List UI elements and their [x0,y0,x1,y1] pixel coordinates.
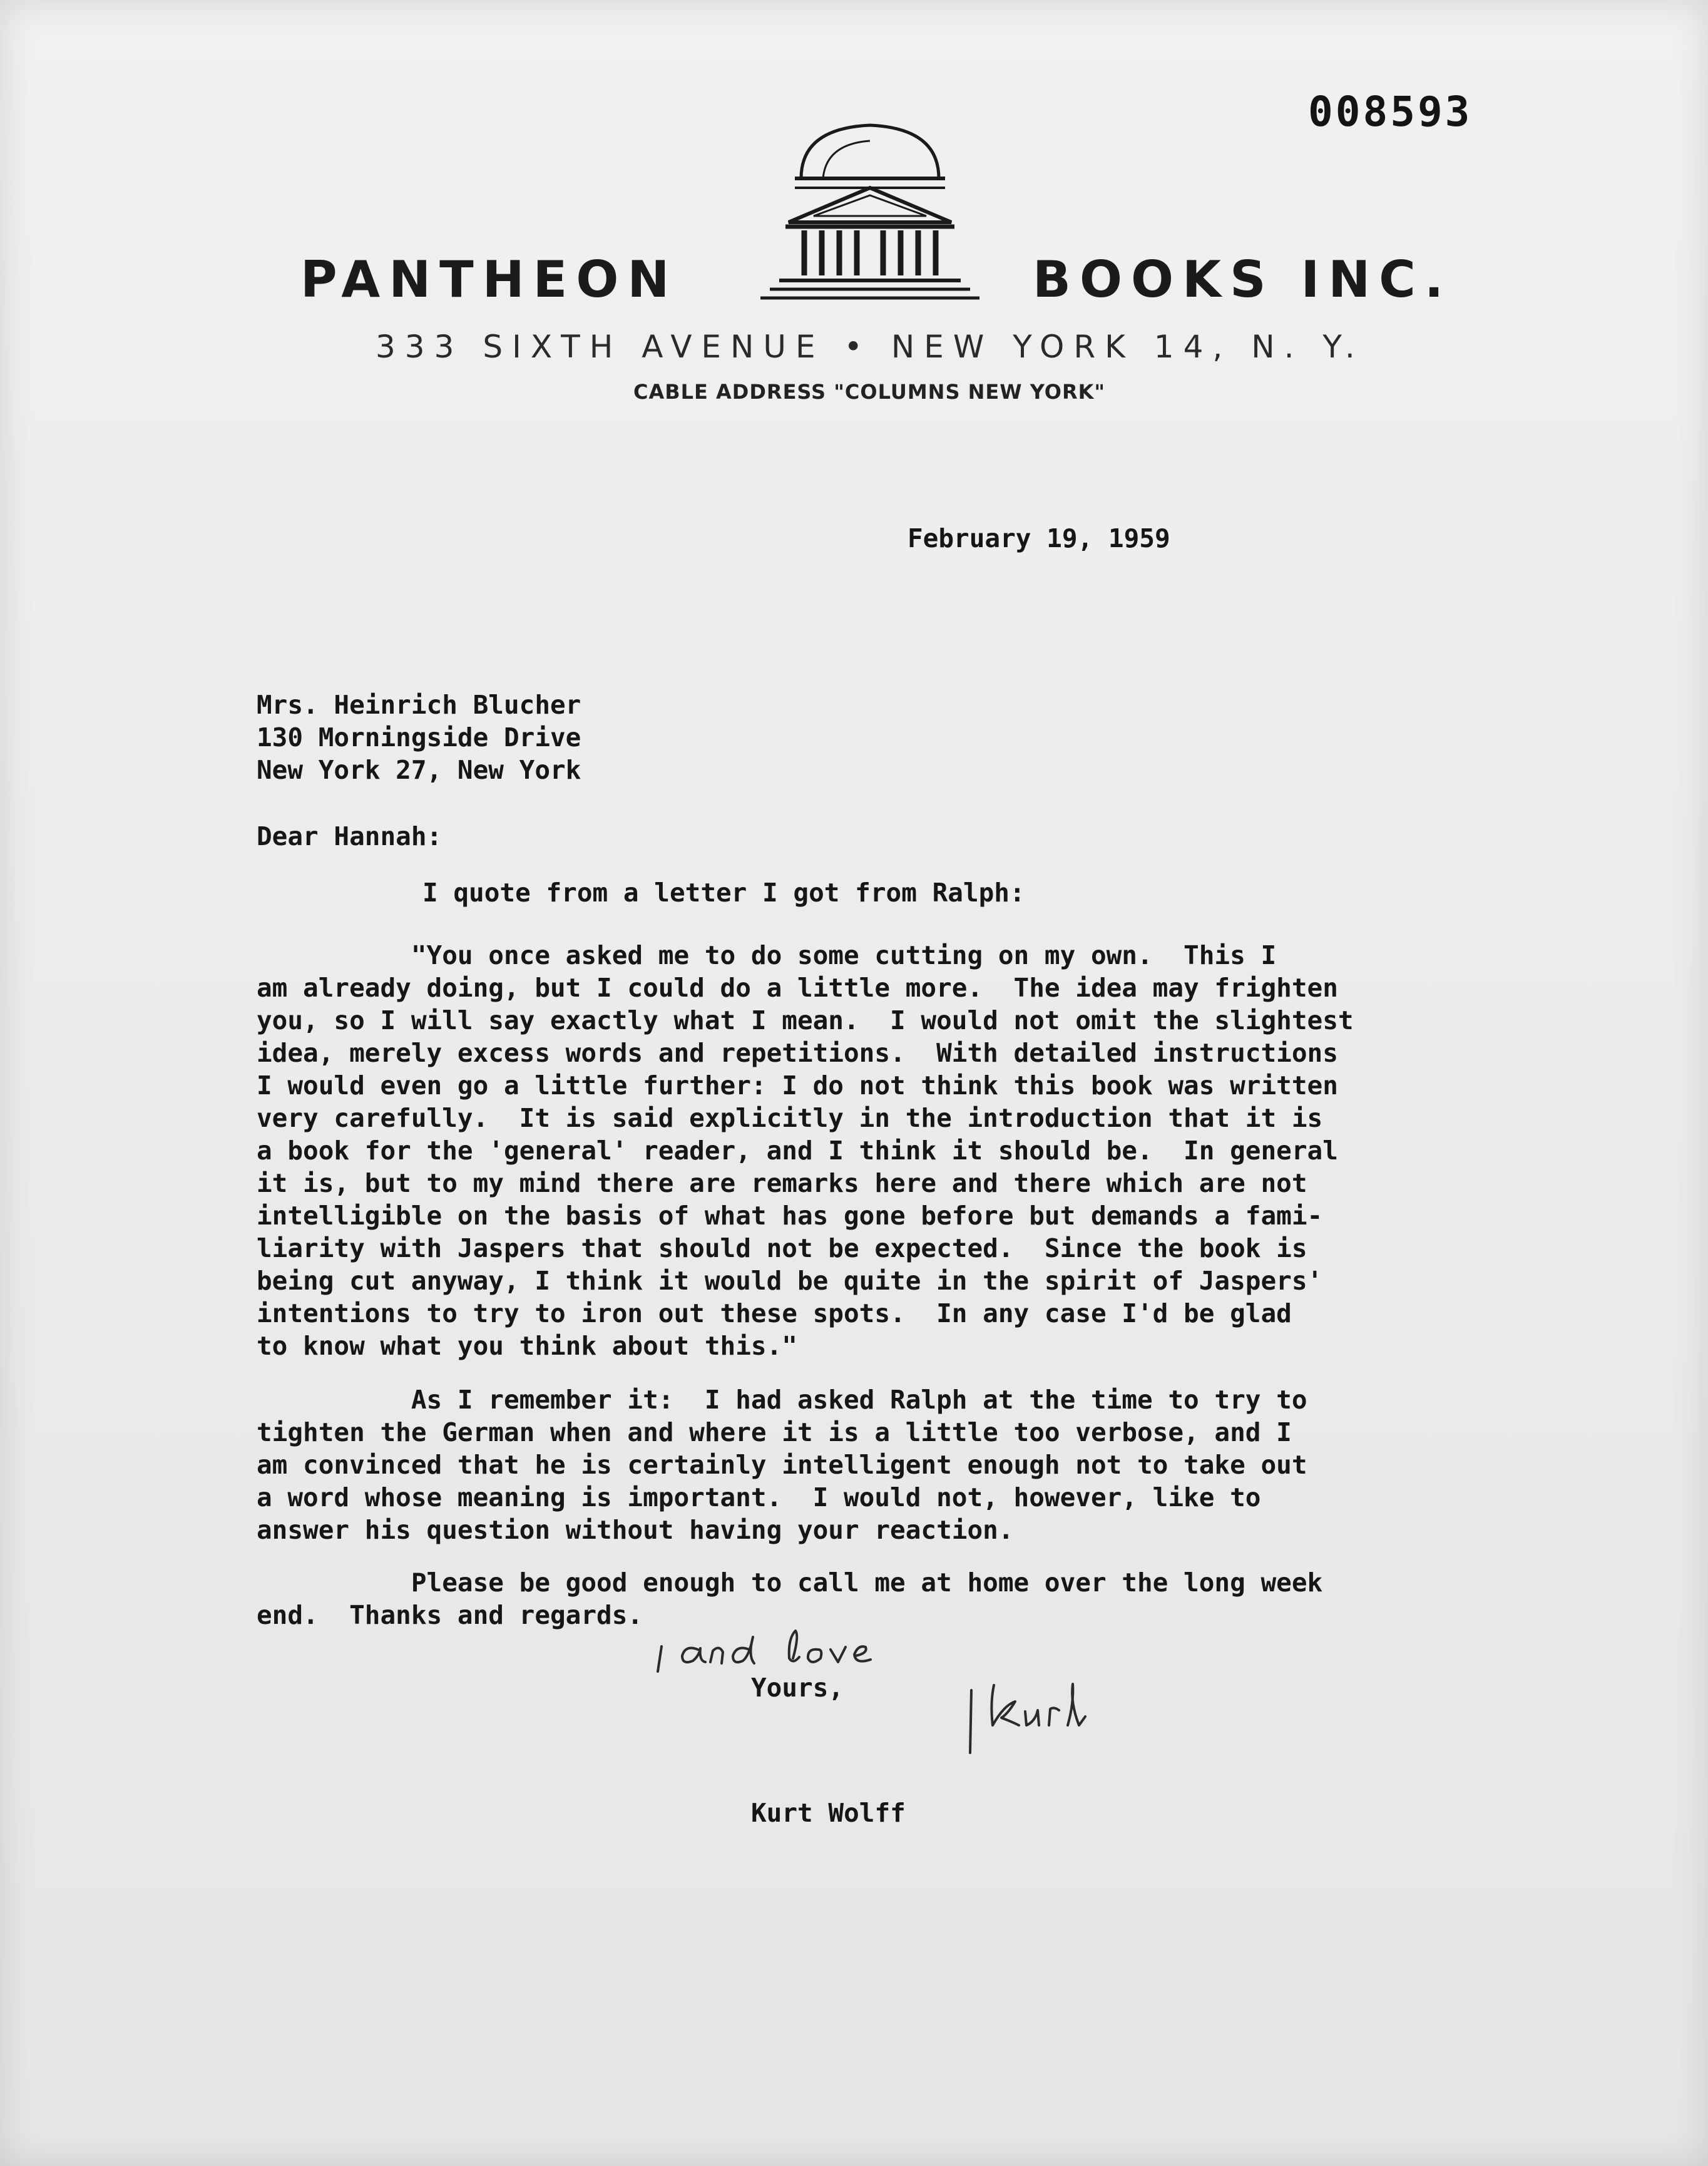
recipient-line: 130 Morningside Drive [257,722,581,752]
text-line: you, so I will say exactly what I mean. I would not omit the slightest [257,1005,1354,1035]
text-line: it is, but to my mind there are remarks here and there which are not [257,1168,1307,1198]
text-line: am already doing, but I could do a little more. The idea may frighten [257,973,1338,1003]
text-line: idea, merely excess words and repetitions. With detailed instructions [257,1038,1338,1068]
document-number: 008593 [1308,88,1473,136]
text-line: being cut anyway, I think it would be quite in the spirit of Jaspers' [257,1266,1323,1296]
text-line: "You once asked me to do some cutting on my own. This I [257,940,1277,970]
text-line: answer his question without having your reaction. [257,1515,1014,1545]
text-line: a book for the 'general' reader, and I think it should be. In general [257,1136,1338,1166]
text-line: liarity with Jaspers that should not be expected. Since the book is [257,1233,1307,1263]
salutation: Dear Hannah: [257,821,442,851]
recipient-address [257,689,581,786]
letterhead-name-left: PANTHEON [300,250,678,309]
text-line: intentions to try to iron out these spots. In any case I'd be glad [257,1298,1292,1328]
text-line: am convinced that he is certainly intelligent enough not to take out [257,1450,1307,1480]
text-line: I would even go a little further: I do not think this book was written [257,1070,1338,1101]
intro-line: I quote from a letter I got from Ralph: [422,878,1025,908]
signer-name: Kurt Wolff [751,1798,906,1828]
body-paragraph-2 [257,1383,1307,1546]
text-line: As I remember it: I had asked Ralph at the time to try to [257,1385,1307,1415]
text-line: Please be good enough to call me at home over the long week [257,1568,1323,1598]
letter-date: February 19, 1959 [908,523,1170,553]
text-line: a word whose meaning is important. I would not, however, like to [257,1482,1261,1512]
recipient-line: Mrs. Heinrich Blucher [257,690,581,720]
handwritten-and-love [654,1612,917,1681]
text-line: tighten the German when and where it is a little too verbose, and I [257,1417,1292,1447]
recipient-line: New York 27, New York [257,755,581,785]
letterhead-cable-address: CABLE ADDRESS "COLUMNS NEW YORK" [633,380,1106,404]
letterhead-name-right: BOOKS INC. [1033,250,1453,309]
text-line: end. Thanks and regards. [257,1600,643,1630]
pantheon-logo [754,119,986,307]
quoted-passage [257,939,1354,1362]
text-line: intelligible on the basis of what has gone before but demands a fami- [257,1201,1323,1231]
text-line: to know what you think about this." [257,1331,797,1361]
text-line: very carefully. It is said explicitly in the introduction that it is [257,1103,1323,1133]
letter-closing: Yours, [751,1673,844,1703]
handwritten-signature [958,1665,1158,1759]
letterhead-address: 333 SIXTH AVENUE • NEW YORK 14, N. Y. [376,329,1364,365]
